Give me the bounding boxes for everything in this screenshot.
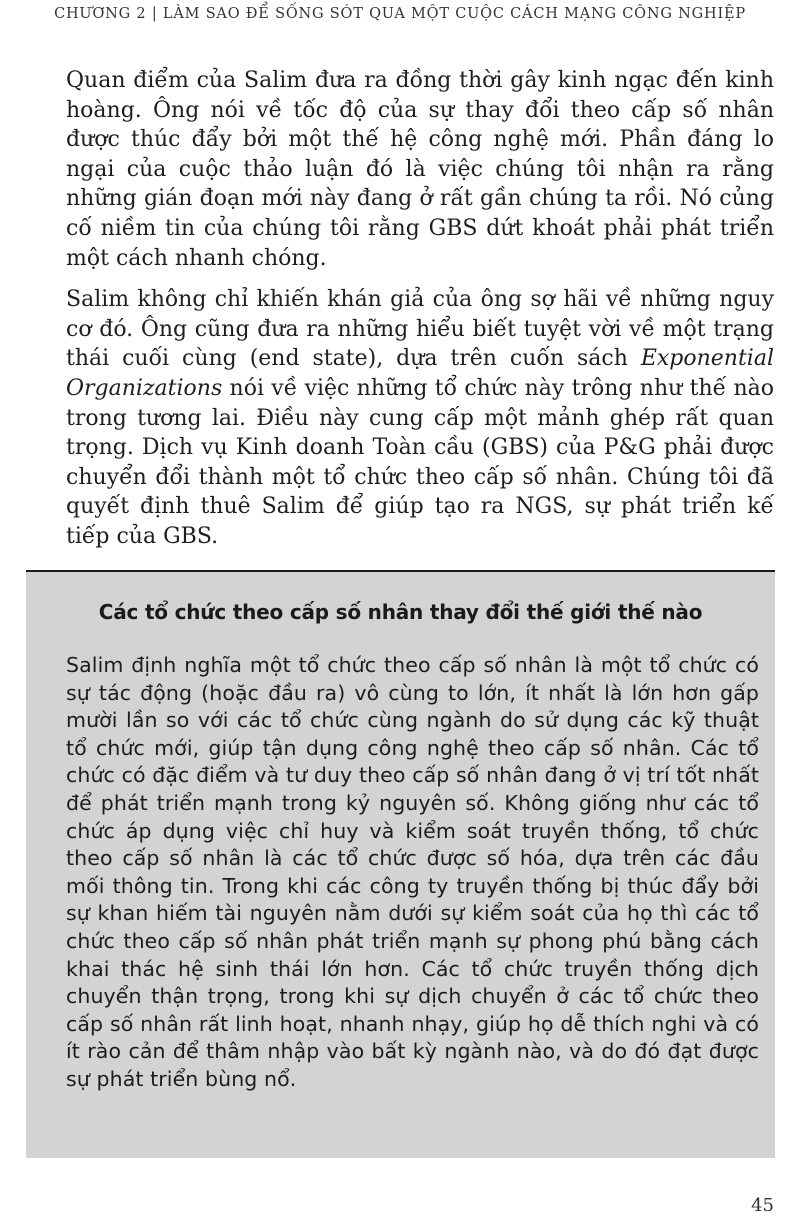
- paragraph: Quan điểm của Salim đưa ra đồng thời gây kinh ngạc đến kinh hoàng. Ông nói về tốc độ của sự thay đổi theo cấp số nhân được thúc đẩy bởi một thế hệ công nghệ mới. Phần đáng lo ngại của cuộc thảo luận đó là việc chúng tôi nhận ra rằng những gián đoạn mới này đang ở rất gần chúng ta rồi. Nó củng cố niềm tin của chúng tôi rằng GBS dứt khoát phải phát triển một cách nhanh chóng.: [66, 68, 774, 271]
- main-text: [66, 66, 774, 564]
- sidebar-title: Các tổ chức theo cấp số nhân thay đổi thế giới thế nào: [98, 600, 703, 624]
- paragraph: [66, 285, 774, 551]
- sidebar-text: [66, 652, 759, 1094]
- sidebar-box: [26, 570, 775, 1158]
- paragraph-text: nói về việc những tổ chức này trông như thế nào trong tương lai. Điều này cung cấp một mảnh ghép rất quan trọng. Dịch vụ Kinh doanh Toàn cầu (GBS) của P&G phải được chuyển đổi thành một tổ chức theo cấp số nhân. Chúng tôi đã quyết định thuê Salim để giúp tạo ra NGS, sự phát triển kế tiếp của GBS.: [66, 375, 774, 549]
- sidebar-paragraph: Salim định nghĩa một tổ chức theo cấp số nhân là một tổ chức có sự tác động (hoặc đầu ra) vô cùng to lớn, ít nhất là lớn hơn gấp mười lần so với các tổ chức cùng ngành do sử dụng các kỹ thuật tổ chức mới, giúp tận dụng công nghệ theo cấp số nhân. Các tổ chức có đặc điểm và tư duy theo cấp số nhân đang ở vị trí tốt nhất để phát triển mạnh trong kỷ nguyên số. Không giống như các tổ chức áp dụng việc chỉ huy và kiểm soát truyền thống, tổ chức theo cấp số nhân là các tổ chức được số hóa, dựa trên các đầu mối thông tin. Trong khi các công ty truyền thống bị thúc đẩy bởi sự khan hiếm tài nguyên nằm dưới sự kiểm soát của họ thì các tổ chức theo cấp số nhân phát triển mạnh sự phong phú bằng cách khai thác hệ sinh thái lớn hơn. Các tổ chức truyền thống dịch chuyển thận trọng, trong khi sự dịch chuyển ở các tổ chức theo cấp số nhân rất linh hoạt, nhanh nhạy, giúp họ dễ thích nghi và có ít rào cản để thâm nhập vào bất kỳ ngành nào, và do đó đạt được sự phát triển bùng nổ.: [66, 653, 759, 1091]
- page-number: 45: [751, 1195, 774, 1216]
- paragraph-text: Salim không chỉ khiến khán giả của ông sợ hãi về những nguy cơ đó. Ông cũng đưa ra những hiểu biết tuyệt vời về một trạng thái cuối cùng (end state), dựa trên cuốn sách: [66, 287, 774, 372]
- running-header: CHƯƠNG 2 | LÀM SAO ĐỂ SỐNG SÓT QUA MỘT CUỘC CÁCH MẠNG CÔNG NGHIỆP: [54, 6, 746, 22]
- book-title: Exponential Organizations: [66, 346, 774, 401]
